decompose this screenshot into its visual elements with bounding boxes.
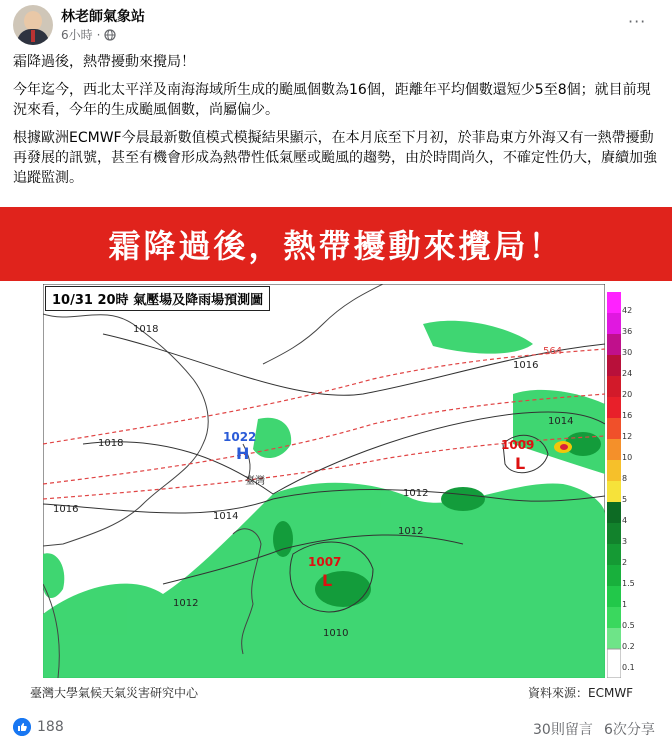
isobar-label: 1018: [133, 324, 159, 335]
colorbar-label: 2: [622, 558, 628, 567]
isobar-label: 1016: [53, 504, 79, 515]
more-icon[interactable]: ···: [628, 12, 647, 31]
isobar-label: 1014: [548, 416, 574, 427]
colorbar-label: 30: [622, 348, 633, 357]
high-pressure-symbol: H: [236, 444, 250, 463]
isobar-label: 1012: [398, 526, 424, 537]
taiwan-label: 臺灣: [245, 476, 265, 487]
post-meta: 6小時 ·: [61, 26, 116, 43]
comment-count[interactable]: 30則留言: [533, 722, 593, 738]
share-count[interactable]: 6次分享: [604, 722, 655, 738]
map-title: 10/31 20時 氣壓場及降雨場預測圖: [45, 286, 270, 311]
colorbar-label: 0.1: [622, 663, 635, 672]
colorbar-label: 42: [622, 306, 633, 315]
post-headline: 霜降過後，熱帶擾動來攪局！: [13, 54, 195, 70]
post-header: [0, 0, 672, 50]
colorbar-label: 20: [622, 390, 633, 399]
isobar-label: 1016: [513, 360, 539, 371]
post-image[interactable]: [0, 205, 672, 707]
high-pressure-value: 1022: [223, 430, 257, 444]
isobar-label: 1010: [323, 628, 349, 639]
post-paragraph: 今年迄今，西北太平洋及南海海域所生成的颱風個數為16個，距離年平均個數還短少5至8個；就目前現況來看，今年的生成颱風個數，尚屬偏少。: [13, 82, 651, 118]
colorbar-label: 8: [622, 474, 628, 483]
low-pressure-value: 1009: [501, 438, 535, 452]
globe-icon: [104, 29, 116, 41]
low-pressure-value: 1007: [308, 555, 342, 569]
like-count[interactable]: 188: [37, 719, 64, 735]
colorbar-label: 1: [622, 600, 628, 609]
credit-source-left: 臺灣大學氣候天氣災害研究中心: [30, 686, 199, 700]
rain-extreme: [560, 444, 568, 450]
colorbar-label: 5: [622, 495, 628, 504]
isobar-label: 1012: [173, 598, 199, 609]
credit-source-right: 資料來源：ECMWF: [528, 686, 634, 700]
isobar-label: 1012: [403, 488, 429, 499]
isobar-label: 1014: [213, 511, 239, 522]
weather-map-svg: [43, 284, 605, 678]
colorbar-label: 10: [622, 453, 633, 462]
colorbar-label: 3: [622, 537, 628, 546]
low-pressure-symbol: L: [322, 571, 333, 590]
post-footer: [0, 716, 672, 739]
page-name[interactable]: 林老師氣象站: [61, 9, 145, 25]
weather-map: [43, 284, 605, 678]
isobar-label: 1018: [98, 438, 124, 449]
colorbar-label: 24: [622, 369, 633, 378]
image-banner: [0, 207, 672, 281]
thumbs-up-icon[interactable]: [13, 718, 31, 736]
post-text: [13, 52, 661, 196]
banner-title: 霜降過後，熱帶擾動來攪局！: [108, 227, 564, 265]
colorbar-label: 36: [622, 327, 633, 336]
avatar[interactable]: [13, 5, 53, 45]
post-time[interactable]: 6小時: [61, 28, 93, 42]
colorbar-label: 16: [622, 411, 633, 420]
colorbar-label: 0.5: [622, 621, 635, 630]
low-pressure-symbol: L: [515, 454, 526, 473]
colorbar-label: 12: [622, 432, 633, 441]
post-paragraph: 根據歐洲ECMWF今晨最新數值模式模擬結果顯示，在本月底至下月初，於菲島東方外海又有一熱帶擾動再發展的訊號，甚至有機會形成為熱帶性低氣壓或颱風的趨勢，由於時間尚久，不確定性仍大，賡續加強追蹤監測。: [13, 130, 657, 186]
height-label: 564: [543, 346, 563, 357]
colorbar-label: 0.2: [622, 642, 635, 651]
colorbar: [607, 292, 621, 678]
colorbar-label: 1.5: [622, 579, 635, 588]
colorbar-label: 4: [622, 516, 628, 525]
colorbar-labels: [622, 292, 662, 678]
